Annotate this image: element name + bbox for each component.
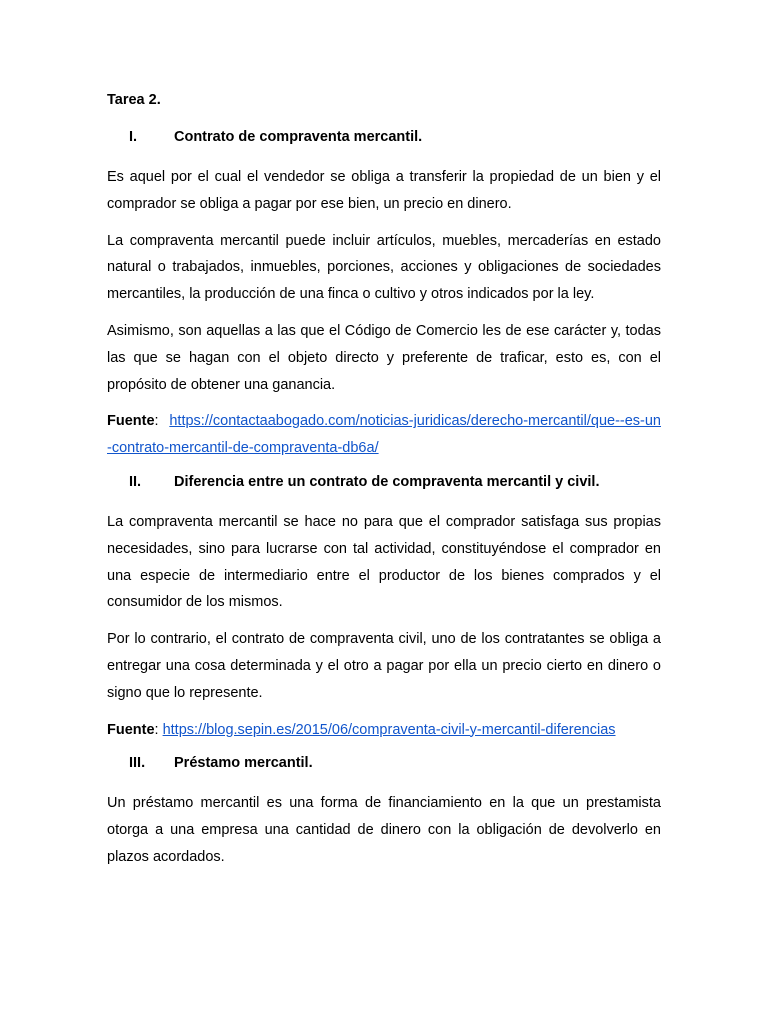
paragraph: La compraventa mercantil puede incluir artículos, muebles, mercaderías en estado natural o trabajados, inmuebles, porciones, acciones y obligaciones de sociedades mercantiles, la producción de una finca o cultivo y otros indicados por la ley. [107, 232, 661, 303]
section-title: Préstamo mercantil. [174, 755, 313, 772]
paragraph: Asimismo, son aquellas a las que el Código de Comercio les de ese carácter y, todas las que se hagan con el objeto directo y preferente de traficar, esto es, con el propósito de obtener una ganancia. [107, 322, 661, 393]
source-separator: : [154, 413, 159, 430]
source-label: Fuente [107, 721, 155, 738]
document-title: Tarea 2. [107, 92, 161, 108]
source-link[interactable]: https://contactaabogado.com/noticias-juridicas/derecho-mercantil/que--es-un-contrato-mercantil-de-compraventa-db6a/ [107, 413, 661, 457]
section-heading-2 [107, 472, 661, 492]
section-heading-3 [107, 753, 661, 773]
paragraph: Por lo contrario, el contrato de compraventa civil, uno de los contratantes se obliga a entregar una cosa determinada y el otro a pagar por ella un precio cierto en dinero o signo que lo represente. [107, 631, 661, 701]
section-title: Diferencia entre un contrato de compraventa mercantil y civil. [174, 473, 600, 490]
section-number: I. [129, 129, 138, 145]
section-number: III. [129, 755, 146, 772]
source-citation-1 [107, 408, 661, 462]
paragraph: Un préstamo mercantil es una forma de financiamiento en la que un prestamista otorga a una empresa una cantidad de dinero con la obligación de devolverlo en plazos acordados. [107, 795, 661, 865]
section-heading-1 [107, 127, 661, 147]
paragraph: Es aquel por el cual el vendedor se obliga a transferir la propiedad de un bien y el comprador se obliga a pagar por ese bien, un precio en dinero. [107, 169, 661, 212]
section-title: Contrato de compraventa mercantil. [174, 129, 423, 145]
paragraph: La compraventa mercantil se hace no para que el comprador satisfaga sus propias necesidades, sino para lucrarse con tal actividad, constituyéndose el comprador en una especie de intermediario entre el productor de los bienes comprados y el consumidor de los mismos. [107, 513, 661, 611]
section-number: II. [129, 473, 142, 490]
source-separator: : [154, 721, 159, 738]
source-link[interactable]: https://blog.sepin.es/2015/06/compraventa-civil-y-mercantil-diferencias [162, 721, 616, 738]
source-label: Fuente [107, 413, 155, 430]
source-citation-2 [107, 717, 661, 744]
